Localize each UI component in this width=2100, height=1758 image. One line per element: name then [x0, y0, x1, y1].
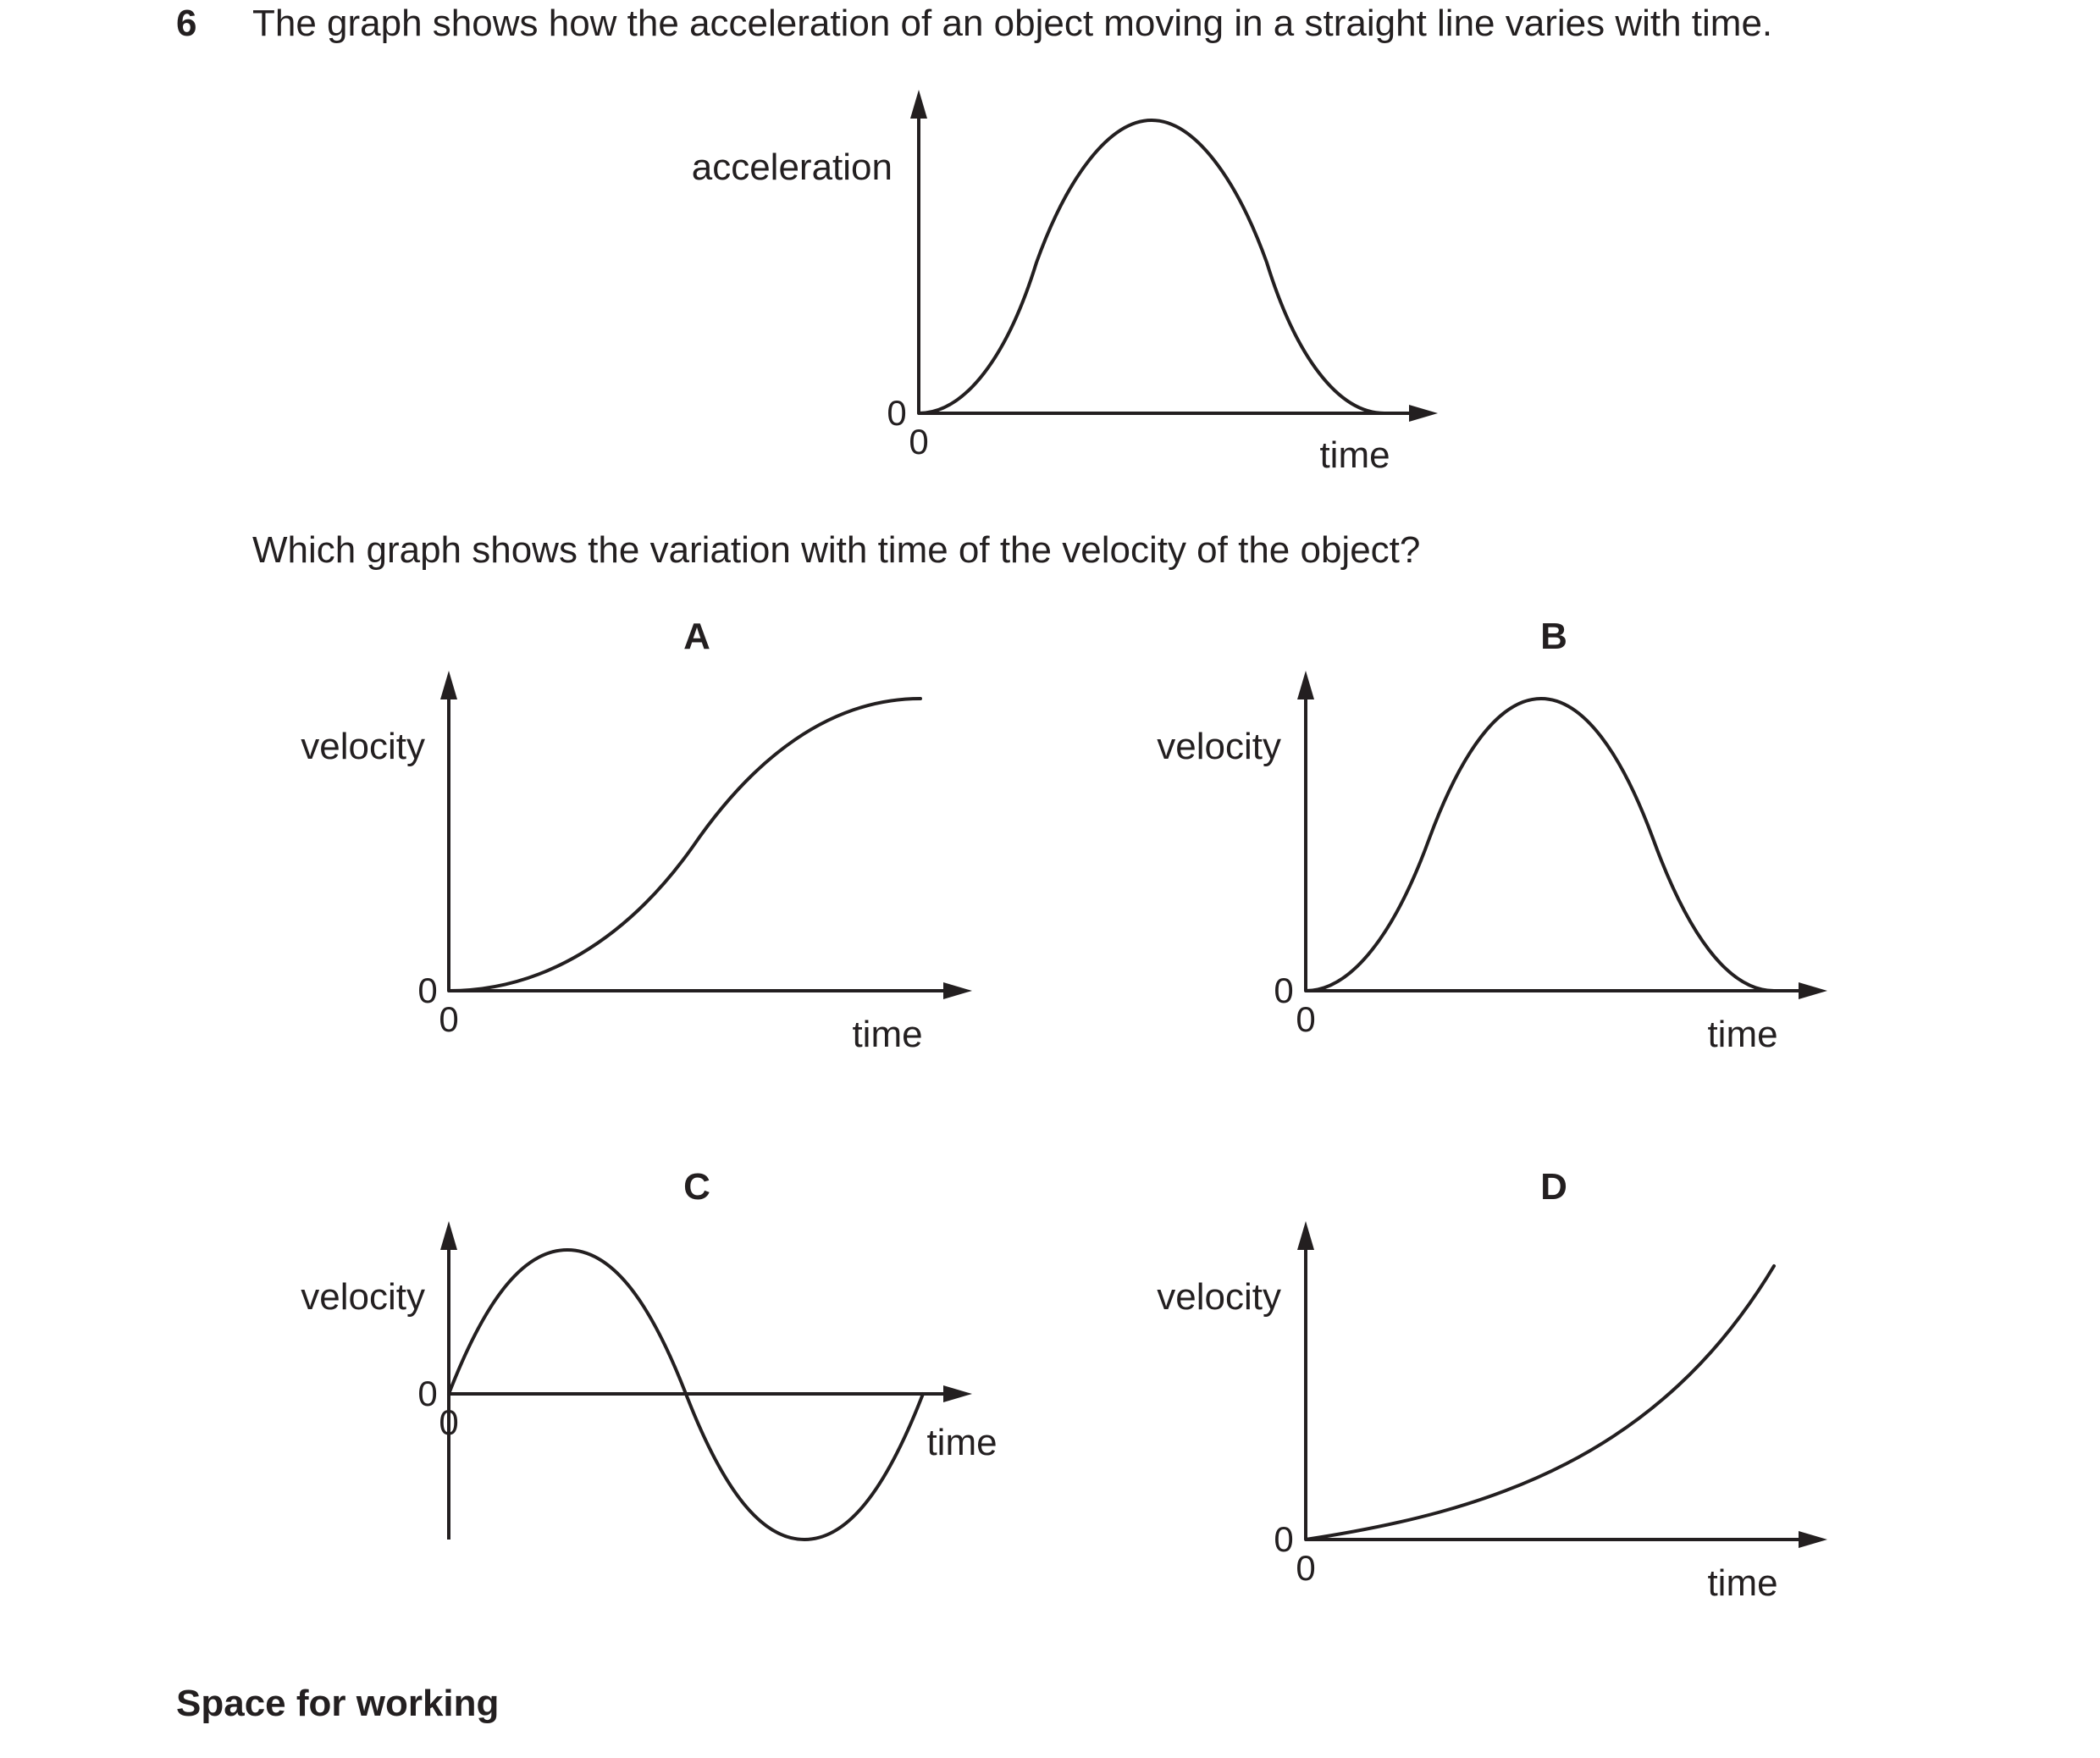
x-axis-arrowhead — [943, 982, 972, 999]
origin-y-label: 0 — [887, 393, 907, 433]
x-axis-label: time — [1707, 1014, 1778, 1055]
origin-x-label: 0 — [1296, 1548, 1316, 1588]
acceleration-curve — [919, 120, 1384, 413]
origin-x-label: 0 — [439, 999, 459, 1039]
question-number: 6 — [176, 3, 197, 44]
y-axis-arrowhead — [1297, 671, 1314, 699]
y-axis-arrowhead — [1297, 1221, 1314, 1250]
y-axis-label: velocity — [301, 726, 425, 767]
x-axis-arrowhead — [943, 1385, 972, 1402]
velocity-curve — [1306, 699, 1774, 991]
option-c-letter: C — [683, 1166, 710, 1208]
y-axis-arrowhead — [440, 1221, 457, 1250]
origin-y-label: 0 — [1274, 970, 1294, 1010]
y-axis-label: velocity — [1157, 726, 1281, 767]
y-axis-arrowhead — [910, 90, 927, 119]
x-axis-arrowhead — [1799, 982, 1827, 999]
origin-y-label: 0 — [1274, 1519, 1294, 1559]
option-a-graph[interactable] — [288, 610, 991, 1059]
y-axis-label: velocity — [301, 1276, 425, 1318]
space-for-working-label: Space for working — [176, 1683, 500, 1724]
acceleration-time-graph — [660, 85, 1456, 483]
origin-y-label: 0 — [417, 1374, 438, 1413]
y-axis-label: acceleration — [691, 146, 892, 188]
velocity-curve — [449, 699, 920, 991]
y-axis-label: velocity — [1157, 1276, 1281, 1318]
x-axis-arrowhead — [1799, 1531, 1827, 1548]
option-d-graph[interactable] — [1135, 1160, 1838, 1609]
origin-x-label: 0 — [439, 1402, 459, 1442]
x-axis-label: time — [1707, 1562, 1778, 1604]
x-axis-label: time — [926, 1422, 998, 1463]
option-c-graph[interactable] — [288, 1160, 998, 1550]
x-axis-label: time — [852, 1014, 923, 1055]
y-axis-arrowhead — [440, 671, 457, 699]
question-prompt: Which graph shows the variation with time of the velocity of the object? — [252, 529, 1421, 571]
option-d-letter: D — [1540, 1166, 1567, 1208]
question-stem: The graph shows how the acceleration of an object moving in a straight line varies with time. — [252, 3, 1773, 44]
origin-y-label: 0 — [417, 970, 438, 1010]
x-axis-label: time — [1319, 434, 1390, 476]
x-axis-arrowhead — [1409, 405, 1438, 422]
option-b-graph[interactable] — [1135, 610, 1838, 1059]
velocity-curve — [1306, 1266, 1774, 1540]
origin-x-label: 0 — [909, 422, 929, 462]
origin-x-label: 0 — [1296, 999, 1316, 1039]
option-a-letter: A — [683, 616, 710, 657]
option-b-letter: B — [1540, 616, 1567, 657]
